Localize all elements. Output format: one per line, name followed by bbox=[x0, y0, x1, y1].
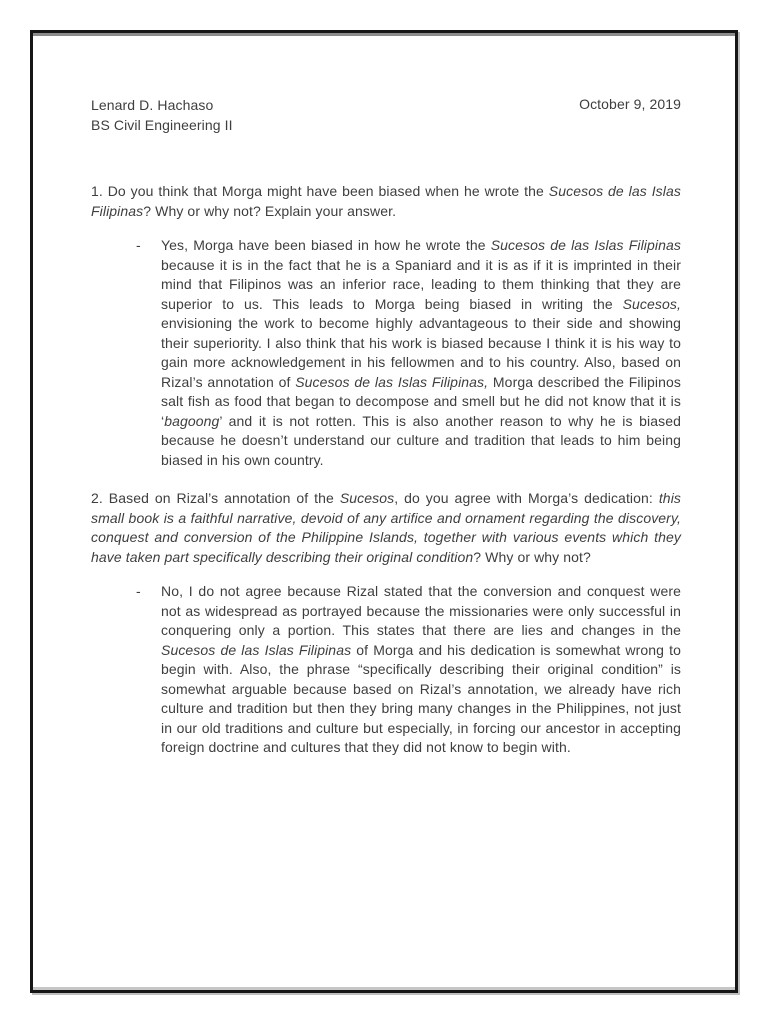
answer-2-text: No, I do not agree because Rizal stated that the conversion and conquest were not as widespread as portrayed because the missionaries were only successful in conquering only a portion. This states that there are lies and changes in the Sucesos de las Islas Filipinas of Morga and his dedication is somewhat wrong to begin with. Also, the phrase “specifically describing their original condition” is somewhat arguable because based on Rizal’s annotation, we already have rich culture and tradition but then they bring many changes in the Philippines, not just in our old traditions and culture but especially, in forcing our ancestor in accepting foreign doctrine and cultures that they did not know to begin with. bbox=[161, 583, 681, 755]
course-title: BS Civil Engineering II bbox=[91, 117, 233, 133]
document-page bbox=[30, 30, 738, 993]
bullet-dash: - bbox=[136, 583, 141, 599]
document-date: October 9, 2019 bbox=[579, 96, 681, 112]
answer-1-text: Yes, Morga have been biased in how he wrote the Sucesos de las Islas Filipinas because it is in the fact that he is a Spaniard and it is as if it is imprinted in their mind that Filipinos was an inferior race, leading to them thinking that they are superior to us. This leads to Morga being biased in writing the Sucesos, envisioning the work to become highly advantageous to their side and showing their superiority. I also think that his work is biased because I think it is his way to gain more acknowledgement in his fellowmen and to his country. Also, based on Rizal’s annotation of Sucesos de las Islas Filipinas, Morga described the Filipinos salt fish as food that began to decompose and smell but he did not know that it is ‘bagoong’ and it is not rotten. This is also another reason to why he is biased because he doesn’t understand our culture and tradition that leads to him being biased in his own country. bbox=[161, 237, 681, 468]
page-header bbox=[91, 95, 681, 135]
question-2: 2. Based on Rizal’s annotation of the Sucesos, do you agree with Morga’s dedication: this small book is a faithful narrative, devoid of any artifice and ornament regarding the discovery, conquest and conversion of the Philippine Islands, together with various events which they have taken part specifically describing their original condition? Why or why not? bbox=[91, 490, 681, 565]
author-name: Lenard D. Hachaso bbox=[91, 97, 214, 113]
bullet-dash: - bbox=[136, 237, 141, 253]
question-1: 1. Do you think that Morga might have been biased when he wrote the Sucesos de las Islas Filipinas? Why or why not? Explain your answer. bbox=[91, 183, 681, 219]
answer-1 bbox=[91, 236, 681, 470]
answer-2 bbox=[91, 582, 681, 758]
header-left bbox=[91, 95, 233, 135]
